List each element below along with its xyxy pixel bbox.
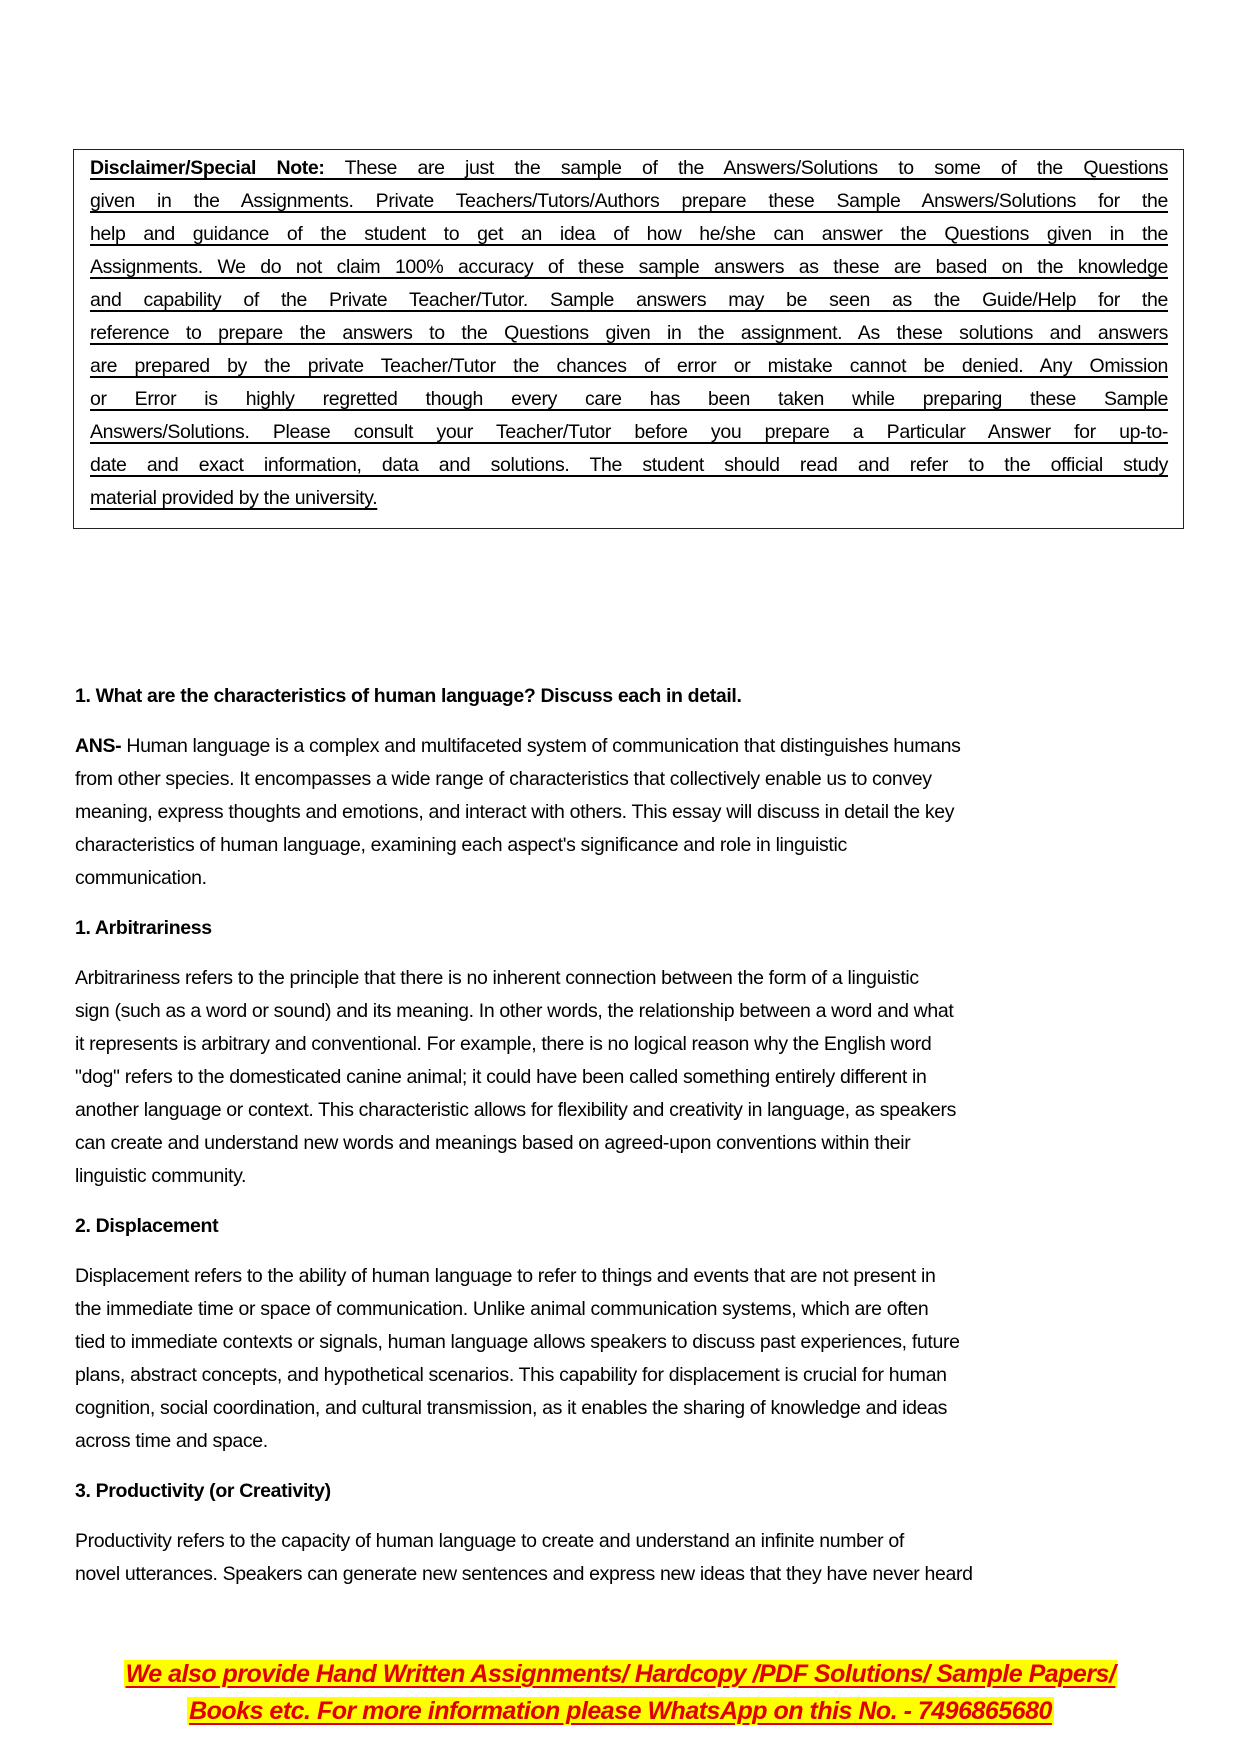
disclaimer-line: given in the Assignments. Private Teachers/Tutors/Authors prepare these Sample Answers/Solutions for the <box>90 190 1168 212</box>
section-text-line: Displacement refers to the ability of human language to refer to things and events that are not present in <box>75 1265 936 1287</box>
answer-intro-line: from other species. It encompasses a wide range of characteristics that collectively enable us to convey <box>75 768 932 790</box>
section-text-line: Arbitrariness refers to the principle that there is no inherent connection between the form of a linguistic <box>75 967 919 989</box>
answer-label: ANS- <box>75 735 122 757</box>
section-text-line: novel utterances. Speakers can generate new sentences and express new ideas that they have never heard <box>75 1563 973 1585</box>
section-text-line: "dog" refers to the domesticated canine animal; it could have been called something entirely different in <box>75 1066 927 1088</box>
footer-promo-line <box>0 1693 1241 1730</box>
footer-promo-line <box>0 1656 1241 1693</box>
disclaimer-line: Assignments. We do not claim 100% accuracy of these sample answers as these are based on the knowledge <box>90 256 1168 278</box>
disclaimer-line: date and exact information, data and solutions. The student should read and refer to the official study <box>90 454 1168 476</box>
section-text-line: Productivity refers to the capacity of human language to create and understand an infinite number of <box>75 1530 904 1552</box>
disclaimer-line: and capability of the Private Teacher/Tutor. Sample answers may be seen as the Guide/Help for the <box>90 289 1168 311</box>
answer-intro-line: meaning, express thoughts and emotions, and interact with others. This essay will discuss in detail the key <box>75 801 955 823</box>
disclaimer-line: material provided by the university. <box>90 487 378 509</box>
section-text-line: cognition, social coordination, and cultural transmission, as it enables the sharing of knowledge and ideas <box>75 1397 948 1419</box>
section-text-line: sign (such as a word or sound) and its meaning. In other words, the relationship between a word and what <box>75 1000 954 1022</box>
footer-contact-text: Books etc. For more information please WhatsApp on this No. - 7496865680 <box>189 1697 1052 1725</box>
section-text-line: another language or context. This characteristic allows for flexibility and creativity in language, as speakers <box>75 1099 957 1121</box>
question-title: 1. What are the characteristics of human language? Discuss each in detail. <box>75 685 742 707</box>
section-text-line: plans, abstract concepts, and hypothetical scenarios. This capability for displacement is crucial for human <box>75 1364 947 1386</box>
section-text-line: tied to immediate contexts or signals, human language allows speakers to discuss past experiences, future <box>75 1331 960 1353</box>
section-text-line: the immediate time or space of communication. Unlike animal communication systems, which are often <box>75 1298 929 1320</box>
section-text-line: it represents is arbitrary and conventional. For example, there is no logical reason why the English word <box>75 1033 932 1055</box>
disclaimer-line: Disclaimer/Special Note: These are just the sample of the Answers/Solutions to some of the Questions <box>90 157 1168 179</box>
section-text-line: can create and understand new words and meanings based on agreed-upon conventions within their <box>75 1132 911 1154</box>
section-heading-productivity: 3. Productivity (or Creativity) <box>75 1480 331 1502</box>
answer-intro-line: ANS- Human language is a complex and multifaceted system of communication that distinguishes humans <box>75 735 961 757</box>
answer-intro-line: communication. <box>75 867 207 889</box>
disclaimer-line: Answers/Solutions. Please consult your Teacher/Tutor before you prepare a Particular Answer for up-to- <box>90 421 1168 443</box>
section-text-line: across time and space. <box>75 1430 268 1452</box>
section-heading-displacement: 2. Displacement <box>75 1215 219 1237</box>
disclaimer-label: Disclaimer/Special Note: <box>90 157 325 179</box>
disclaimer-line: help and guidance of the student to get an idea of how he/she can answer the Questions given in the <box>90 223 1168 245</box>
disclaimer-line: reference to prepare the answers to the Questions given in the assignment. As these solutions and answers <box>90 322 1168 344</box>
answer-intro-line: characteristics of human language, examining each aspect's significance and role in linguistic <box>75 834 847 856</box>
section-heading-arbitrariness: 1. Arbitrariness <box>75 917 212 939</box>
footer-promo-text: We also provide Hand Written Assignments/ Hardcopy /PDF Solutions/ Sample Papers/ <box>125 1660 1116 1688</box>
section-text-line: linguistic community. <box>75 1165 247 1187</box>
disclaimer-line: are prepared by the private Teacher/Tutor the chances of error or mistake cannot be denied. Any Omission <box>90 355 1168 377</box>
disclaimer-line: or Error is highly regretted though every care has been taken while preparing these Sample <box>90 388 1168 410</box>
